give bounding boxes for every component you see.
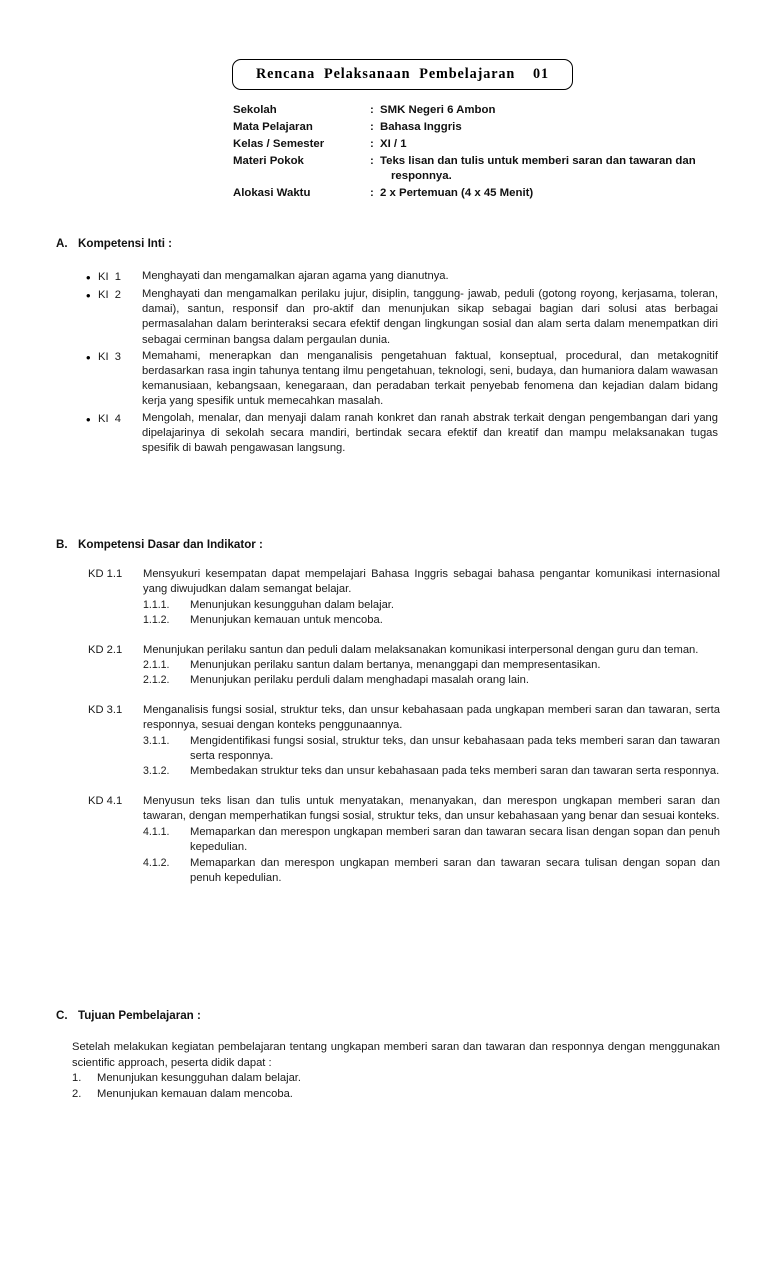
- kd-main-row: [88, 794, 720, 825]
- bullet-icon: •: [86, 349, 91, 365]
- kd-description: Menganalisis fungsi sosial, struktur teks, dan unsur kebahasaan pada ungkapan memberi saran dan tawaran, serta responnya, sesuai dengan konteks penggunaannya.: [143, 703, 720, 732]
- indicator-text: Memaparkan dan merespon ungkapan memberi saran dan tawaran secara tulisan dengan sopan dan penuh kepedulian.: [190, 856, 720, 884]
- list-item: [80, 269, 720, 286]
- kompetensi-inti-list: [80, 269, 720, 457]
- identity-value: [380, 154, 733, 183]
- indicator-row: [88, 598, 720, 613]
- bullet-icon: •: [86, 270, 91, 285]
- identity-row: [233, 137, 733, 152]
- tujuan-pembelajaran-body: [72, 1040, 720, 1102]
- kd-block: [88, 567, 720, 629]
- indicator-row: [88, 734, 720, 765]
- list-item: [80, 287, 720, 348]
- indicator-number: 2.1.2.: [143, 674, 170, 687]
- identity-label: Materi Pokok: [233, 155, 304, 168]
- identity-colon: :: [370, 155, 374, 168]
- page-title: Rencana Pelaksanaan Pembelajaran 01: [256, 66, 549, 82]
- indicator-text: Menunjukan perilaku santun dalam bertanya, menanggapi dan mempresentasikan.: [190, 659, 601, 672]
- lesson-identity-block: [233, 103, 733, 203]
- kd-code: KD 1.1: [88, 568, 123, 580]
- ki-text: Menghayati dan mengamalkan ajaran agama yang dianutnya.: [142, 270, 449, 282]
- indicator-text: Menunjukan kemauan untuk mencoba.: [190, 614, 383, 627]
- section-b-title: Kompetensi Dasar dan Indikator :: [78, 538, 263, 551]
- indicator-row: [88, 856, 720, 887]
- identity-row: [233, 120, 733, 135]
- identity-value-line1: Teks lisan dan tulis untuk memberi saran dan tawaran dan: [380, 155, 696, 168]
- indicator-row: [88, 658, 720, 673]
- indicator-row: [88, 673, 720, 688]
- ki-code: KI 2: [98, 289, 122, 301]
- identity-row: [233, 154, 733, 183]
- list-text: Menunjukan kesungguhan dalam belajar.: [97, 1072, 302, 1085]
- list-item: [72, 1071, 720, 1087]
- kompetensi-dasar-list: [88, 567, 720, 900]
- identity-colon: :: [370, 121, 374, 134]
- identity-label: Mata Pelajaran: [233, 121, 313, 134]
- identity-row: [233, 186, 733, 201]
- indicator-number: 1.1.1.: [143, 598, 170, 611]
- indicator-number: 3.1.2.: [143, 765, 170, 778]
- identity-value: XI / 1: [380, 138, 407, 151]
- list-number: 1.: [72, 1072, 82, 1085]
- kd-block: [88, 703, 720, 780]
- ki-code: KI 1: [98, 271, 122, 283]
- kd-description: Menyusun teks lisan dan tulis untuk menyatakan, menanyakan, dan merespon ungkapan memberi saran dan tawaran, dengan memperhatikan fungsi sosial, struktur teks, dan unsur kebahasaan yang benar dan sesuai konteks.: [143, 794, 720, 823]
- kd-description: Mensyukuri kesempatan dapat mempelajari Bahasa Inggris sebagai bahasa pengantar komunikasi internasional yang diwujudkan dalam semangat belajar.: [143, 568, 720, 596]
- list-item: [80, 411, 720, 457]
- ki-code: KI 3: [98, 350, 122, 363]
- identity-label: Alokasi Waktu: [233, 186, 311, 199]
- identity-value-line2: responnya.: [391, 169, 452, 182]
- indicator-text: Menunjukan perilaku perduli dalam menghadapi masalah orang lain.: [190, 674, 529, 687]
- identity-colon: :: [370, 104, 374, 116]
- list-item: [72, 1087, 720, 1103]
- indicator-row: [88, 825, 720, 856]
- kd-main-row: [88, 567, 720, 598]
- bullet-icon: •: [86, 411, 91, 427]
- section-c-letter: C.: [56, 1009, 68, 1022]
- kd-description: Menunjukan perilaku santun dan peduli dalam melaksanakan komunikasi interpersonal dengan guru dan teman.: [143, 643, 699, 656]
- indicator-number: 2.1.1.: [143, 659, 170, 672]
- tujuan-intro: Setelah melakukan kegiatan pembelajaran tentang ungkapan memberi saran dan tawaran dan responnya dengan menggunakan scientific approach, peserta didik dapat :: [72, 1041, 720, 1069]
- identity-value: SMK Negeri 6 Ambon: [380, 104, 496, 116]
- section-c-title: Tujuan Pembelajaran :: [78, 1009, 201, 1022]
- list-item: [80, 349, 720, 410]
- identity-row: [233, 103, 733, 118]
- document-title-box: [232, 59, 573, 90]
- indicator-number: 3.1.1.: [143, 734, 170, 747]
- indicator-text: Membedakan struktur teks dan unsur kebahasaan pada teks memberi saran dan tawaran serta responnya.: [190, 765, 720, 778]
- ki-text: Memahami, menerapkan dan menganalisis pengetahuan faktual, konseptual, procedural, dan metakognitif berdasarkan rasa ingin tahunya tentang ilmu pengetahuan, teknologi, seni, budaya, dan humaniora dalam wawasan kemanusiaan, kebangsaan, kenegaraan, dan peradaban terkait penyebab fenomena dan kejadian dalam bidang kerja yang spesifik untuk memecahkan masalah.: [142, 349, 718, 408]
- indicator-text: Memaparkan dan merespon ungkapan memberi saran dan tawaran secara lisan dengan sopan dan penuh kepedulian.: [190, 825, 720, 854]
- identity-colon: :: [370, 138, 374, 151]
- ki-code: KI 4: [98, 412, 122, 425]
- indicator-row: [88, 613, 720, 628]
- section-b-letter: B.: [56, 538, 68, 551]
- ki-text: Mengolah, menalar, dan menyaji dalam ranah konkret dan ranah abstrak terkait dengan pengembangan dari yang dipelajarinya di sekolah secara mandiri, bertindak secara efektif dan kreatif dan mampu melaksanakan tugas spesifik di bawah pengawasan langsung.: [142, 411, 718, 455]
- indicator-number: 1.1.2.: [143, 614, 170, 627]
- section-a-letter: A.: [56, 237, 68, 250]
- section-a-title: Kompetensi Inti :: [78, 237, 173, 250]
- list-text: Menunjukan kemauan dalam mencoba.: [97, 1087, 293, 1100]
- identity-value: Bahasa Inggris: [380, 121, 462, 134]
- indicator-text: Mengidentifikasi fungsi sosial, struktur teks, dan unsur kebahasaan pada teks memberi saran dan tawaran serta responnya.: [190, 734, 720, 763]
- bullet-icon: •: [86, 288, 91, 303]
- indicator-number: 4.1.1.: [143, 825, 170, 838]
- kd-main-row: [88, 643, 720, 658]
- kd-block: [88, 643, 720, 689]
- kd-code: KD 2.1: [88, 643, 123, 656]
- kd-main-row: [88, 703, 720, 734]
- list-number: 2.: [72, 1087, 82, 1100]
- indicator-number: 4.1.2.: [143, 856, 170, 869]
- identity-label: Sekolah: [233, 104, 277, 116]
- indicator-row: [88, 764, 720, 779]
- identity-value: 2 x Pertemuan (4 x 45 Menit): [380, 186, 534, 199]
- indicator-text: Menunjukan kesungguhan dalam belajar.: [190, 598, 395, 611]
- identity-colon: :: [370, 186, 374, 199]
- ki-text: Menghayati dan mengamalkan perilaku jujur, disiplin, tanggung- jawab, peduli (gotong royong, kerjasama, toleran, damai), santun, responsif dan pro-aktif dan menunjukan sikap sebagai bagian dari solusi atas berbagai permasalahan dalam berinteraksi secara efektif dengan lingkungan sosial dan alam serta dalam menempatkan diri sebagai cerminan bangsa dalam pergaulan dunia.: [142, 288, 718, 346]
- kd-code: KD 4.1: [88, 794, 123, 807]
- identity-label: Kelas / Semester: [233, 138, 325, 151]
- kd-code: KD 3.1: [88, 703, 123, 716]
- kd-block: [88, 794, 720, 886]
